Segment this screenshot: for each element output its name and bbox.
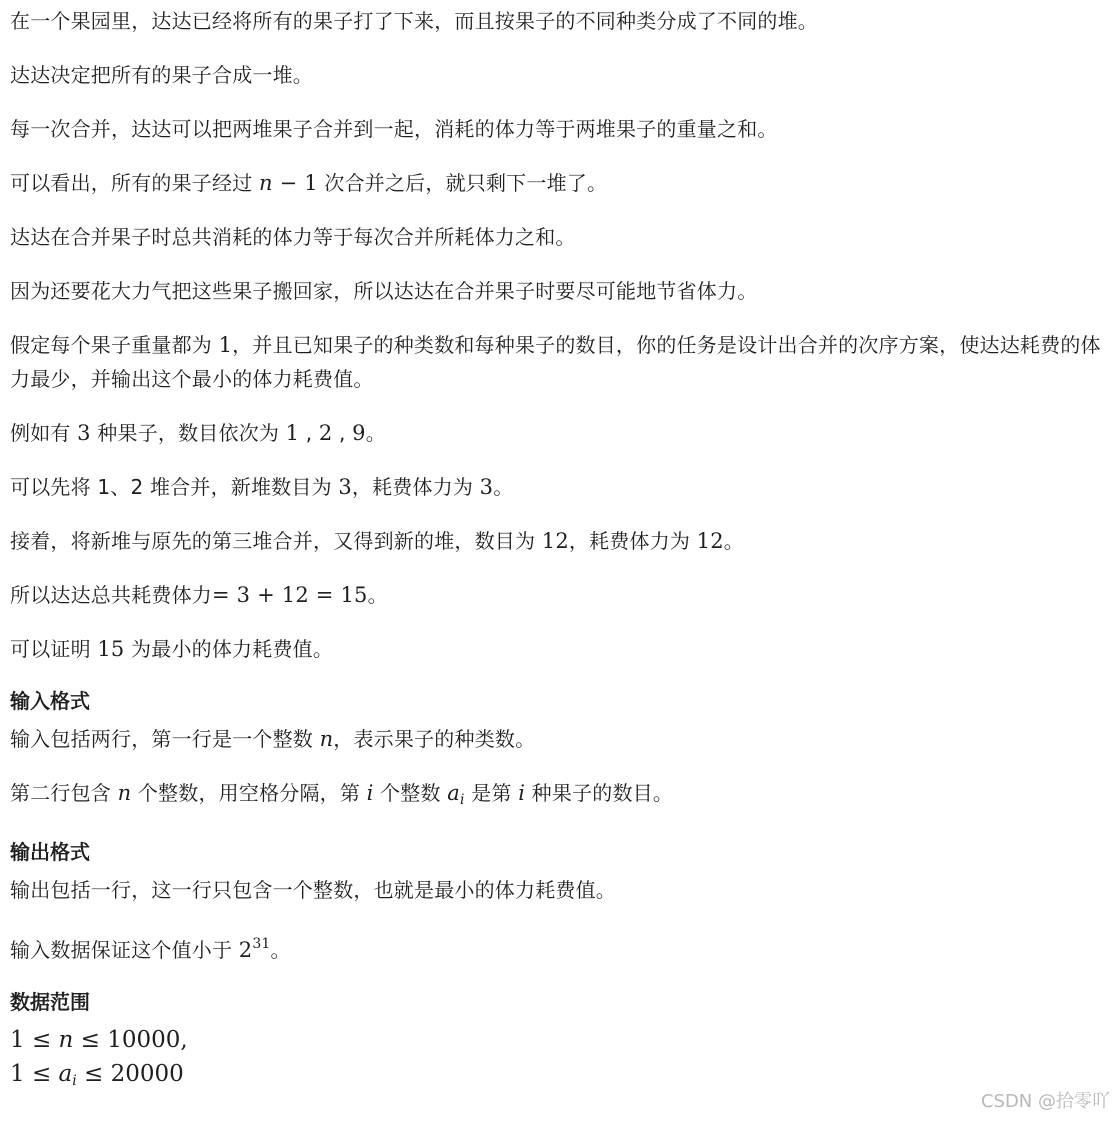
text-segment: 第二行包含 xyxy=(10,781,118,805)
text-segment: 是第 xyxy=(464,781,519,805)
math-value: 1 xyxy=(285,421,300,445)
math-one: 1 xyxy=(218,333,233,357)
paragraph-proof xyxy=(10,632,1106,666)
math-n: n xyxy=(58,1027,74,1053)
paragraph-merge-cost: 每一次合并，达达可以把两堆果子合并到一起，消耗的体力等于两堆果子的重量之和。 xyxy=(10,117,778,141)
text-segment: 可以证明 xyxy=(10,637,98,661)
text-segment: 。 xyxy=(723,529,744,553)
math-value: 3 xyxy=(77,421,91,445)
paragraph-merge-count xyxy=(10,166,1106,200)
text-segment: 。 xyxy=(270,938,291,962)
paragraph-merge-goal: 达达决定把所有的果子合成一堆。 xyxy=(10,63,313,87)
problem-statement xyxy=(10,4,1106,1098)
paragraph-total xyxy=(10,578,1106,612)
range-n xyxy=(10,1023,1106,1057)
text-segment: 个整数 xyxy=(373,781,448,805)
math-a: a xyxy=(58,1061,73,1087)
math-value: 15 xyxy=(97,637,125,661)
paragraph-save-energy: 因为还要花大力气把这些果子搬回家，所以达达在合并果子时要尽可能地节省体力。 xyxy=(10,279,758,303)
text-segment: ，并且已知果子的种类数和每种果子的数目，你的任务是设计出合并的次序方案，使达达耗费的体力最少，并输出这个最小的体力耗费值。 xyxy=(10,333,1101,391)
paragraph-example xyxy=(10,416,1106,450)
math-value: 3 xyxy=(338,475,352,499)
math-exponent: 31 xyxy=(252,936,271,952)
math-base-two: 2 xyxy=(238,938,253,962)
text-segment: ，耗费体力为 xyxy=(568,529,697,553)
data-range-heading: 数据范围 xyxy=(10,990,90,1014)
math-value: 12 xyxy=(696,529,724,553)
output-format-heading: 输出格式 xyxy=(10,840,90,864)
input-format-line-2 xyxy=(10,776,1106,817)
text-segment: 种果子的数目。 xyxy=(525,781,674,805)
math-segment: ≤ 20000 xyxy=(76,1061,184,1087)
text-segment: , xyxy=(299,421,319,445)
output-format-line-2 xyxy=(10,927,1106,967)
paragraph-task xyxy=(10,328,1106,396)
paragraph-orchard: 在一个果园里，达达已经将所有的果子打了下来，而且按果子的不同种类分成了不同的堆。 xyxy=(10,9,818,33)
paragraph-step-two xyxy=(10,524,1106,558)
math-segment: ≤ 10000, xyxy=(73,1027,188,1053)
text-segment: , xyxy=(332,421,353,445)
text-segment: 输入数据保证这个值小于 xyxy=(10,938,239,962)
input-format-heading: 输入格式 xyxy=(10,689,90,713)
math-i: i xyxy=(366,781,374,805)
math-value: 2 xyxy=(318,421,333,445)
text-segment: 输入包括两行，第一行是一个整数 xyxy=(10,727,320,751)
text-segment: 种果子，数目依次为 xyxy=(90,421,286,445)
paragraph-step-one xyxy=(10,470,1106,504)
text-segment: 为最小的体力耗费值。 xyxy=(124,637,334,661)
text-segment: 接着，将新堆与原先的第三堆合并，又得到新的堆，数目为 xyxy=(10,529,542,553)
text-segment: 所以达达总共耗费体力 xyxy=(10,583,212,607)
text-segment: ，耗费体力为 xyxy=(351,475,480,499)
text-segment: 。 xyxy=(365,421,386,445)
math-segment: 1 ≤ xyxy=(10,1061,59,1087)
math-i: i xyxy=(518,781,526,805)
text-segment: 例如有 xyxy=(10,421,78,445)
math-value: 9 xyxy=(352,421,366,445)
text-segment: 。 xyxy=(493,475,514,499)
text-segment: ，表示果子的种类数。 xyxy=(333,727,536,751)
math-n: n xyxy=(319,727,334,751)
math-segment: 1 ≤ xyxy=(10,1027,59,1053)
text-segment: 假定每个果子重量都为 xyxy=(10,333,219,357)
output-format-line-1: 输出包括一行，这一行只包含一个整数，也就是最小的体力耗费值。 xyxy=(10,878,616,902)
input-format-line-1 xyxy=(10,722,1106,756)
math-equation: = 3 + 12 = 15 xyxy=(212,583,368,607)
math-value: 12 xyxy=(541,529,569,553)
paragraph-total-cost: 达达在合并果子时总共消耗的体力等于每次合并所耗体力之和。 xyxy=(10,225,576,249)
text-segment: 。 xyxy=(367,583,388,607)
csdn-watermark: CSDN @拾零吖 xyxy=(980,1091,1110,1112)
math-value: 3 xyxy=(479,475,494,499)
math-n: n xyxy=(117,781,132,805)
math-subscript-i: i xyxy=(72,1073,77,1089)
text-segment: 可以看出，所有的果子经过 xyxy=(10,171,259,195)
text-segment: 可以先将 1、2 堆合并，新堆数目为 xyxy=(10,475,339,499)
math-subscript-i: i xyxy=(460,792,465,808)
math-a: a xyxy=(447,781,460,805)
range-ai xyxy=(10,1057,1106,1098)
text-segment: 次合并之后，就只剩下一堆了。 xyxy=(317,171,608,195)
math-minus-one: − 1 xyxy=(272,171,318,195)
math-n: n xyxy=(258,171,273,195)
text-segment: 个整数，用空格分隔，第 xyxy=(131,781,367,805)
